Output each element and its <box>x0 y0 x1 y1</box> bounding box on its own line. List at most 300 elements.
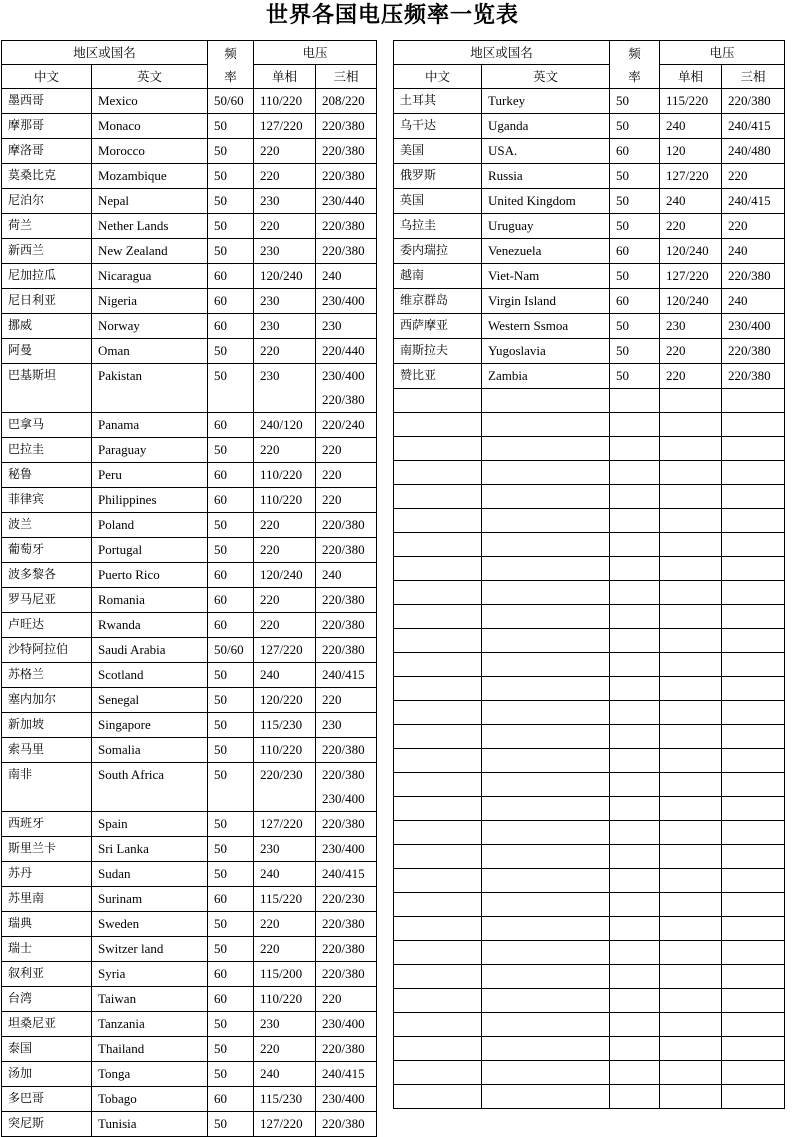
country-name-cn: 巴拿马 <box>2 413 92 438</box>
three-phase-value: 220/380 <box>322 143 365 158</box>
three-phase-value: 220/380 <box>322 542 365 557</box>
three-phase-cell <box>316 987 377 1012</box>
empty-row <box>394 1013 785 1037</box>
country-name-en: Taiwan <box>92 987 208 1012</box>
frequency-cell: 50 <box>208 139 254 164</box>
three-phase-value: 220 <box>322 467 342 482</box>
frequency-cell: 60 <box>208 314 254 339</box>
empty-cell <box>660 989 722 1013</box>
three-phase-value: 220 <box>728 168 748 183</box>
empty-row <box>394 653 785 677</box>
single-phase-cell: 240 <box>254 1062 316 1087</box>
empty-cell <box>482 725 610 749</box>
country-name-en: Virgin Island <box>482 289 610 314</box>
three-phase-cell <box>316 314 377 339</box>
empty-row <box>394 557 785 581</box>
frequency-cell: 60 <box>610 289 660 314</box>
three-phase-cell <box>316 962 377 987</box>
empty-cell <box>482 1037 610 1061</box>
three-phase-value: 220/380 <box>728 343 771 358</box>
three-phase-cell <box>316 463 377 488</box>
table-row <box>2 438 377 463</box>
empty-row <box>394 581 785 605</box>
header-english: 英文 <box>482 65 610 89</box>
table-row <box>2 339 377 364</box>
table-row <box>394 139 785 164</box>
country-name-cn: 泰国 <box>2 1037 92 1062</box>
frequency-cell: 60 <box>208 588 254 613</box>
single-phase-cell: 120/240 <box>660 239 722 264</box>
three-phase-value: 220 <box>728 218 748 233</box>
empty-cell <box>660 893 722 917</box>
country-name-cn: 英国 <box>394 189 482 214</box>
country-name-cn: 台湾 <box>2 987 92 1012</box>
frequency-cell: 60 <box>208 563 254 588</box>
empty-cell <box>610 1061 660 1085</box>
country-name-cn: 突尼斯 <box>2 1112 92 1137</box>
country-name-cn: 塞内加尔 <box>2 688 92 713</box>
empty-row <box>394 941 785 965</box>
single-phase-cell: 220 <box>254 438 316 463</box>
country-name-cn: 墨西哥 <box>2 89 92 114</box>
country-name-cn: 委内瑞拉 <box>394 239 482 264</box>
empty-cell <box>482 701 610 725</box>
empty-cell <box>610 509 660 533</box>
table-row <box>394 114 785 139</box>
single-phase-cell: 110/220 <box>254 89 316 114</box>
frequency-cell: 50 <box>610 339 660 364</box>
country-name-en: Nicaragua <box>92 264 208 289</box>
country-name-cn: 新西兰 <box>2 239 92 264</box>
country-name-cn: 苏里南 <box>2 887 92 912</box>
three-phase-cell <box>722 114 785 139</box>
single-phase-cell: 220 <box>254 937 316 962</box>
single-phase-cell: 220 <box>254 613 316 638</box>
frequency-cell: 50 <box>610 364 660 389</box>
single-phase-cell: 120/220 <box>254 688 316 713</box>
three-phase-value: 220/380 <box>322 742 365 757</box>
frequency-cell: 50 <box>208 1062 254 1087</box>
three-phase-cell <box>316 1112 377 1137</box>
empty-cell <box>610 965 660 989</box>
empty-cell <box>722 437 785 461</box>
table-row <box>2 89 377 114</box>
empty-cell <box>610 485 660 509</box>
country-name-cn: 菲律宾 <box>2 488 92 513</box>
empty-cell <box>610 773 660 797</box>
table-row <box>2 488 377 513</box>
empty-cell <box>394 1061 482 1085</box>
empty-row <box>394 629 785 653</box>
three-phase-value: 220/380 <box>322 642 365 657</box>
three-phase-cell <box>722 239 785 264</box>
table-row <box>2 164 377 189</box>
empty-cell <box>722 509 785 533</box>
three-phase-value: 220/380 <box>322 941 365 956</box>
single-phase-cell: 230 <box>254 1012 316 1037</box>
country-name-cn: 乌拉圭 <box>394 214 482 239</box>
three-phase-value: 220/380 <box>322 916 365 931</box>
table-row <box>394 89 785 114</box>
three-phase-cell <box>722 364 785 389</box>
three-phase-cell <box>316 413 377 438</box>
empty-cell <box>610 917 660 941</box>
single-phase-cell: 220 <box>254 1037 316 1062</box>
empty-cell <box>722 1037 785 1061</box>
empty-cell <box>660 557 722 581</box>
empty-cell <box>482 629 610 653</box>
country-name-cn: 土耳其 <box>394 89 482 114</box>
empty-row <box>394 1061 785 1085</box>
empty-cell <box>722 461 785 485</box>
three-phase-cell <box>316 688 377 713</box>
frequency-cell: 50 <box>610 89 660 114</box>
three-phase-value: 230/400 <box>322 368 365 383</box>
empty-row <box>394 701 785 725</box>
three-phase-value: 220/380 <box>322 816 365 831</box>
single-phase-cell: 220 <box>660 364 722 389</box>
single-phase-cell: 220 <box>254 513 316 538</box>
empty-cell <box>482 965 610 989</box>
country-name-en: Tonga <box>92 1062 208 1087</box>
empty-cell <box>394 893 482 917</box>
three-phase-cell <box>316 89 377 114</box>
empty-cell <box>660 725 722 749</box>
empty-cell <box>482 389 610 413</box>
three-phase-cell <box>316 139 377 164</box>
three-phase-cell <box>316 189 377 214</box>
empty-row <box>394 893 785 917</box>
table-row <box>2 962 377 987</box>
three-phase-value: 220/380 <box>322 966 365 981</box>
three-phase-value: 220/380 <box>322 392 365 407</box>
empty-cell <box>610 1013 660 1037</box>
frequency-cell: 50 <box>208 937 254 962</box>
three-phase-value: 240/480 <box>728 143 771 158</box>
country-name-cn: 荷兰 <box>2 214 92 239</box>
empty-cell <box>482 893 610 917</box>
empty-cell <box>660 941 722 965</box>
frequency-cell: 50 <box>208 438 254 463</box>
country-name-en: Peru <box>92 463 208 488</box>
frequency-cell: 50 <box>208 688 254 713</box>
empty-row <box>394 845 785 869</box>
empty-cell <box>482 845 610 869</box>
table-row <box>2 812 377 837</box>
single-phase-cell: 220 <box>254 164 316 189</box>
country-name-en: Saudi Arabia <box>92 638 208 663</box>
empty-cell <box>722 605 785 629</box>
empty-row <box>394 389 785 413</box>
frequency-cell: 50 <box>208 862 254 887</box>
country-name-cn: 瑞典 <box>2 912 92 937</box>
country-name-en: Uruguay <box>482 214 610 239</box>
empty-cell <box>610 725 660 749</box>
empty-cell <box>394 437 482 461</box>
single-phase-cell: 220 <box>254 214 316 239</box>
empty-cell <box>610 749 660 773</box>
empty-cell <box>660 533 722 557</box>
country-name-en: Venezuela <box>482 239 610 264</box>
empty-cell <box>610 1037 660 1061</box>
table-row <box>2 364 377 413</box>
frequency-cell: 50 <box>208 513 254 538</box>
empty-cell <box>610 893 660 917</box>
empty-cell <box>482 461 610 485</box>
empty-cell <box>610 869 660 893</box>
frequency-cell: 50 <box>208 912 254 937</box>
frequency-cell: 50 <box>610 214 660 239</box>
empty-cell <box>722 869 785 893</box>
country-name-cn: 乌干达 <box>394 114 482 139</box>
empty-row <box>394 797 785 821</box>
empty-cell <box>482 605 610 629</box>
country-name-cn: 叙利亚 <box>2 962 92 987</box>
frequency-cell: 60 <box>208 887 254 912</box>
country-name-cn: 葡萄牙 <box>2 538 92 563</box>
three-phase-value: 220/380 <box>728 93 771 108</box>
empty-row <box>394 725 785 749</box>
country-name-cn: 莫桑比克 <box>2 164 92 189</box>
empty-cell <box>394 461 482 485</box>
three-phase-cell <box>316 837 377 862</box>
empty-cell <box>394 797 482 821</box>
empty-row <box>394 437 785 461</box>
empty-cell <box>610 605 660 629</box>
single-phase-cell: 115/230 <box>254 713 316 738</box>
country-name-en: Tobago <box>92 1087 208 1112</box>
country-name-cn: 尼日利亚 <box>2 289 92 314</box>
empty-cell <box>722 677 785 701</box>
three-phase-value: 220/230 <box>322 891 365 906</box>
table-row <box>2 688 377 713</box>
empty-cell <box>660 485 722 509</box>
three-phase-value: 220/380 <box>322 218 365 233</box>
three-phase-value: 220/440 <box>322 343 365 358</box>
empty-cell <box>722 389 785 413</box>
single-phase-cell: 220 <box>254 912 316 937</box>
country-name-en: United Kingdom <box>482 189 610 214</box>
empty-cell <box>394 389 482 413</box>
empty-cell <box>660 917 722 941</box>
empty-row <box>394 749 785 773</box>
empty-row <box>394 773 785 797</box>
empty-cell <box>722 1085 785 1109</box>
empty-cell <box>660 797 722 821</box>
country-name-en: Switzer land <box>92 937 208 962</box>
single-phase-cell: 230 <box>254 314 316 339</box>
empty-cell <box>722 557 785 581</box>
country-name-cn: 多巴哥 <box>2 1087 92 1112</box>
country-name-cn: 苏丹 <box>2 862 92 887</box>
header-three-phase: 三相 <box>722 65 785 89</box>
table-row <box>394 314 785 339</box>
empty-cell <box>482 821 610 845</box>
empty-cell <box>482 485 610 509</box>
country-name-en: Thailand <box>92 1037 208 1062</box>
country-name-en: Sri Lanka <box>92 837 208 862</box>
single-phase-cell: 110/220 <box>254 738 316 763</box>
empty-cell <box>482 1013 610 1037</box>
empty-cell <box>722 773 785 797</box>
voltage-table-right <box>393 40 785 1109</box>
empty-row <box>394 677 785 701</box>
single-phase-cell: 127/220 <box>254 812 316 837</box>
country-name-en: South Africa <box>92 763 208 812</box>
empty-cell <box>660 581 722 605</box>
frequency-cell: 50 <box>208 164 254 189</box>
three-phase-cell <box>316 812 377 837</box>
table-row <box>2 588 377 613</box>
table-row <box>2 837 377 862</box>
frequency-cell: 60 <box>208 1087 254 1112</box>
empty-cell <box>660 701 722 725</box>
three-phase-value: 220 <box>322 492 342 507</box>
country-name-en: Surinam <box>92 887 208 912</box>
country-name-cn: 秘鲁 <box>2 463 92 488</box>
three-phase-cell <box>316 339 377 364</box>
single-phase-cell: 127/220 <box>254 638 316 663</box>
table-row <box>2 862 377 887</box>
header-single-phase: 单相 <box>254 65 316 89</box>
frequency-cell: 50 <box>208 713 254 738</box>
empty-cell <box>394 533 482 557</box>
table-row <box>2 937 377 962</box>
table-row <box>394 264 785 289</box>
country-name-cn: 摩洛哥 <box>2 139 92 164</box>
single-phase-cell: 120/240 <box>660 289 722 314</box>
country-name-cn: 西班牙 <box>2 812 92 837</box>
country-name-cn: 坦桑尼亚 <box>2 1012 92 1037</box>
country-name-en: Russia <box>482 164 610 189</box>
empty-row <box>394 605 785 629</box>
country-name-en: Senegal <box>92 688 208 713</box>
three-phase-value: 230/400 <box>322 1016 365 1031</box>
empty-cell <box>660 1061 722 1085</box>
country-name-en: Singapore <box>92 713 208 738</box>
country-name-cn: 俄罗斯 <box>394 164 482 189</box>
table-row <box>2 1087 377 1112</box>
empty-cell <box>722 725 785 749</box>
table-row <box>2 538 377 563</box>
single-phase-cell: 115/200 <box>254 962 316 987</box>
three-phase-value: 230/400 <box>728 318 771 333</box>
empty-cell <box>394 629 482 653</box>
country-name-cn: 卢旺达 <box>2 613 92 638</box>
empty-cell <box>482 869 610 893</box>
empty-cell <box>394 917 482 941</box>
empty-cell <box>722 629 785 653</box>
three-phase-value: 230/440 <box>322 193 365 208</box>
three-phase-value: 220/380 <box>728 368 771 383</box>
empty-cell <box>610 581 660 605</box>
frequency-cell: 50/60 <box>208 638 254 663</box>
frequency-cell: 60 <box>208 413 254 438</box>
single-phase-cell: 230 <box>660 314 722 339</box>
three-phase-value: 240/415 <box>322 667 365 682</box>
three-phase-cell <box>316 912 377 937</box>
empty-cell <box>482 797 610 821</box>
frequency-cell: 50 <box>208 114 254 139</box>
single-phase-cell: 240 <box>254 862 316 887</box>
frequency-cell: 60 <box>208 289 254 314</box>
frequency-cell: 60 <box>610 139 660 164</box>
three-phase-cell <box>722 89 785 114</box>
three-phase-cell <box>316 862 377 887</box>
frequency-cell: 50 <box>208 239 254 264</box>
table-row <box>2 239 377 264</box>
empty-cell <box>394 485 482 509</box>
empty-cell <box>610 821 660 845</box>
country-name-en: Zambia <box>482 364 610 389</box>
three-phase-cell <box>316 1037 377 1062</box>
country-name-cn: 罗马尼亚 <box>2 588 92 613</box>
single-phase-cell: 115/230 <box>254 1087 316 1112</box>
empty-cell <box>660 605 722 629</box>
frequency-cell: 60 <box>208 962 254 987</box>
empty-row <box>394 1085 785 1109</box>
empty-cell <box>722 1061 785 1085</box>
empty-cell <box>722 917 785 941</box>
empty-cell <box>660 821 722 845</box>
table-row <box>2 987 377 1012</box>
three-phase-cell <box>316 239 377 264</box>
empty-row <box>394 485 785 509</box>
three-phase-value: 220/380 <box>322 1116 365 1131</box>
country-name-en: Nigeria <box>92 289 208 314</box>
country-name-en: Nepal <box>92 189 208 214</box>
empty-cell <box>722 893 785 917</box>
three-phase-cell <box>722 314 785 339</box>
header-frequency: 频 率 <box>610 41 660 89</box>
country-name-cn: 波多黎各 <box>2 563 92 588</box>
three-phase-cell <box>316 563 377 588</box>
table-row <box>394 339 785 364</box>
empty-cell <box>394 725 482 749</box>
table-row <box>2 114 377 139</box>
empty-cell <box>482 677 610 701</box>
three-phase-value: 240/415 <box>728 118 771 133</box>
frequency-cell: 50 <box>208 812 254 837</box>
empty-cell <box>660 845 722 869</box>
empty-cell <box>394 821 482 845</box>
frequency-cell: 50 <box>208 538 254 563</box>
empty-cell <box>722 581 785 605</box>
empty-row <box>394 461 785 485</box>
empty-cell <box>394 509 482 533</box>
single-phase-cell: 120/240 <box>254 264 316 289</box>
header-voltage: 电压 <box>660 41 785 65</box>
table-row <box>2 912 377 937</box>
frequency-cell: 50 <box>208 763 254 812</box>
empty-cell <box>660 773 722 797</box>
frequency-cell: 50 <box>208 663 254 688</box>
table-row <box>2 289 377 314</box>
frequency-cell: 50 <box>208 1112 254 1137</box>
page-title: 世界各国电压频率一览表 <box>265 3 519 28</box>
table-row <box>394 364 785 389</box>
table-row <box>2 887 377 912</box>
single-phase-cell: 240/120 <box>254 413 316 438</box>
three-phase-value: 240 <box>728 243 748 258</box>
three-phase-cell <box>316 1012 377 1037</box>
three-phase-value: 240 <box>322 268 342 283</box>
empty-cell <box>394 989 482 1013</box>
empty-row <box>394 1037 785 1061</box>
header-single-phase: 单相 <box>660 65 722 89</box>
country-name-en: Syria <box>92 962 208 987</box>
empty-row <box>394 989 785 1013</box>
